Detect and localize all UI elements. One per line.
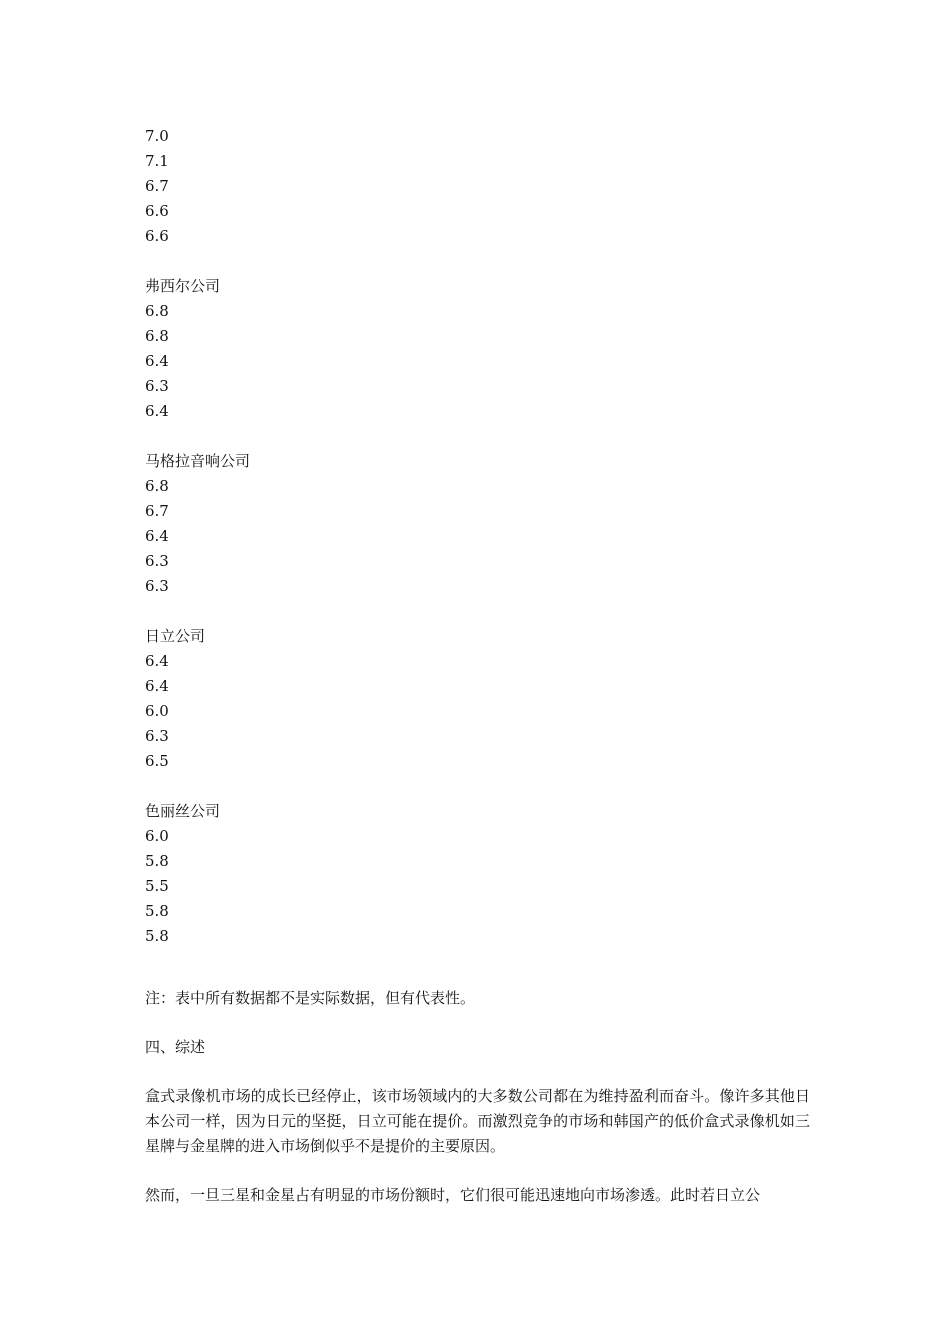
group-value: 6.0 <box>145 702 169 720</box>
group-value: 5.8 <box>145 852 169 870</box>
group-value: 6.4 <box>145 677 169 695</box>
paragraph: 盒式录像机市场的成长已经停止，该市场领域内的大多数公司都在为维持盈利而奋斗。像许多其他日本公司一样，因为日元的坚挺，日立可能在提价。而激烈竞争的市场和韩国产的低价盒式录像机如三星牌与金星牌的进入市场倒似乎不是提价的主要原因。 <box>145 1087 810 1155</box>
group-value: 5.8 <box>145 927 169 945</box>
group-value: 6.7 <box>145 502 169 520</box>
group-value: 6.7 <box>145 177 169 195</box>
group-value: 6.3 <box>145 577 169 595</box>
section-heading: 四、综述 <box>145 1038 206 1056</box>
group-value: 6.4 <box>145 352 169 370</box>
group-value: 6.4 <box>145 527 169 545</box>
group-value: 6.4 <box>145 402 169 420</box>
group-value: 7.1 <box>145 152 169 170</box>
group-name: 马格拉音响公司 <box>145 452 251 470</box>
paragraph: 然而，一旦三星和金星占有明显的市场份额时，它们很可能迅速地向市场渗透。此时若日立公 <box>145 1186 761 1204</box>
data-group-4 <box>145 799 810 949</box>
group-value: 6.6 <box>145 227 169 245</box>
group-value: 6.5 <box>145 752 169 770</box>
group-value: 6.8 <box>145 477 169 495</box>
group-value: 6.0 <box>145 827 169 845</box>
data-group-2 <box>145 449 810 599</box>
group-name: 日立公司 <box>145 627 206 645</box>
group-value: 5.5 <box>145 877 169 895</box>
group-value: 6.6 <box>145 202 169 220</box>
group-value: 6.8 <box>145 302 169 320</box>
group-name: 弗西尔公司 <box>145 277 221 295</box>
group-name: 色丽丝公司 <box>145 802 221 820</box>
group-value: 6.8 <box>145 327 169 345</box>
group-value: 6.3 <box>145 377 169 395</box>
group-value: 7.0 <box>145 127 169 145</box>
document-content <box>145 124 810 1208</box>
table-note: 注：表中所有数据都不是实际数据，但有代表性。 <box>145 989 476 1007</box>
group-value: 6.3 <box>145 727 169 745</box>
data-group-0 <box>145 124 810 249</box>
group-value: 5.8 <box>145 902 169 920</box>
data-group-1 <box>145 274 810 424</box>
group-value: 6.4 <box>145 652 169 670</box>
group-value: 6.3 <box>145 552 169 570</box>
data-group-3 <box>145 624 810 774</box>
